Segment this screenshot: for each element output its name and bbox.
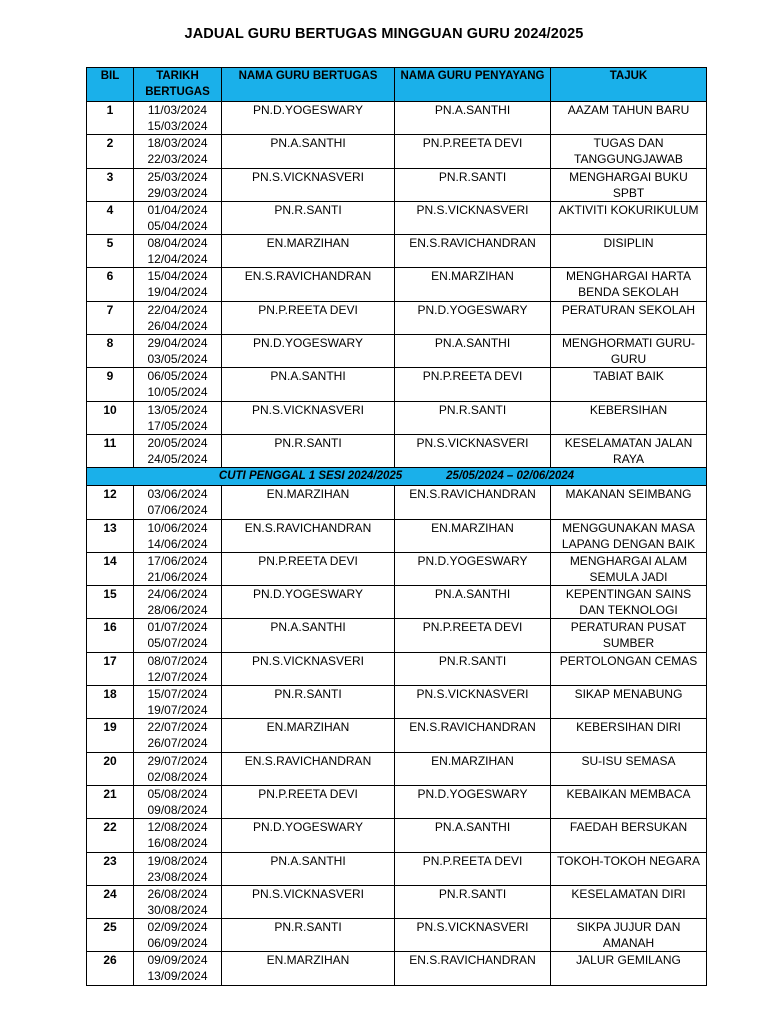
- cell-bil: 15: [87, 586, 134, 619]
- start-date: 25/03/2024: [147, 169, 208, 184]
- cell-guru-bertugas: PN.S.VICKNASVERI: [222, 652, 395, 685]
- cell-tarikh: [134, 486, 222, 519]
- cell-guru-penyayang: PN.R.SANTI: [395, 401, 551, 434]
- table-row: [87, 819, 707, 852]
- cell-bil: 6: [87, 268, 134, 301]
- cell-guru-bertugas: PN.A.SANTHI: [222, 368, 395, 401]
- cell-guru-penyayang: EN.S.RAVICHANDRAN: [395, 235, 551, 268]
- cell-bil: 9: [87, 368, 134, 401]
- cell-guru-penyayang: PN.A.SANTHI: [395, 586, 551, 619]
- cell-guru-penyayang: EN.MARZIHAN: [395, 268, 551, 301]
- end-date: 15/03/2024: [147, 119, 208, 133]
- cell-tajuk: MENGHARGAI ALAM SEMULA JADI: [551, 552, 707, 585]
- end-date: 17/05/2024: [147, 418, 208, 433]
- cell-guru-bertugas: PN.A.SANTHI: [222, 135, 395, 168]
- cell-tarikh: [134, 135, 222, 168]
- cell-tajuk: JALUR GEMILANG: [551, 952, 707, 985]
- start-date: 20/05/2024: [147, 435, 208, 450]
- cell-guru-bertugas: EN.S.RAVICHANDRAN: [222, 519, 395, 552]
- cell-guru-penyayang: PN.P.REETA DEVI: [395, 135, 551, 168]
- holiday-cell: [87, 468, 707, 486]
- table-row: [87, 952, 707, 985]
- start-date: 17/06/2024: [147, 553, 208, 568]
- cell-bil: 21: [87, 785, 134, 818]
- cell-guru-bertugas: PN.D.YOGESWARY: [222, 586, 395, 619]
- cell-bil: 1: [87, 102, 134, 135]
- cell-guru-bertugas: PN.R.SANTI: [222, 434, 395, 467]
- col-header-tarikh: TARIKH BERTUGAS: [134, 68, 222, 102]
- cell-guru-bertugas: PN.S.VICKNASVERI: [222, 401, 395, 434]
- start-date: 08/07/2024: [147, 653, 208, 668]
- table-row: [87, 401, 707, 434]
- end-date: 21/06/2024: [147, 569, 208, 584]
- cell-guru-bertugas: PN.S.VICKNASVERI: [222, 885, 395, 918]
- table-body: [87, 102, 707, 986]
- cell-tajuk: MENGHORMATI GURU-GURU: [551, 335, 707, 368]
- end-date: 23/08/2024: [147, 869, 208, 884]
- end-date: 16/08/2024: [147, 836, 208, 851]
- start-date: 24/06/2024: [147, 587, 208, 602]
- end-date: 06/09/2024: [147, 936, 208, 951]
- cell-guru-penyayang: PN.D.YOGESWARY: [395, 301, 551, 334]
- table-row: [87, 785, 707, 818]
- cell-tarikh: [134, 168, 222, 201]
- cell-guru-bertugas: EN.S.RAVICHANDRAN: [222, 268, 395, 301]
- table-row: [87, 235, 707, 268]
- cell-tarikh: [134, 102, 222, 135]
- cell-guru-penyayang: PN.P.REETA DEVI: [395, 368, 551, 401]
- duty-schedule-table: [86, 67, 707, 986]
- table-row: [87, 552, 707, 585]
- cell-tarikh: [134, 719, 222, 752]
- table-row: [87, 852, 707, 885]
- start-date: 02/09/2024: [147, 920, 208, 935]
- cell-guru-penyayang: PN.A.SANTHI: [395, 102, 551, 135]
- cell-tarikh: [134, 686, 222, 719]
- cell-tajuk: PERTOLONGAN CEMAS: [551, 652, 707, 685]
- holiday-label: CUTI PENGGAL 1 SESI 2024/2025: [218, 470, 403, 483]
- cell-guru-penyayang: EN.MARZIHAN: [395, 752, 551, 785]
- table-row: [87, 434, 707, 467]
- cell-tajuk: SIKAP MENABUNG: [551, 686, 707, 719]
- cell-tajuk: MENGHARGAI BUKU SPBT: [551, 168, 707, 201]
- cell-tarikh: [134, 652, 222, 685]
- cell-tajuk: DISIPLIN: [551, 235, 707, 268]
- cell-tajuk: AAZAM TAHUN BARU: [551, 102, 707, 135]
- end-date: 05/04/2024: [147, 218, 208, 233]
- start-date: 15/04/2024: [147, 269, 208, 284]
- cell-tarikh: [134, 952, 222, 985]
- holiday-row: [87, 468, 707, 486]
- start-date: 06/05/2024: [147, 369, 208, 384]
- cell-tajuk: AKTIVITI KOKURIKULUM: [551, 201, 707, 234]
- cell-guru-bertugas: PN.S.VICKNASVERI: [222, 168, 395, 201]
- cell-bil: 16: [87, 619, 134, 652]
- table-row: [87, 102, 707, 135]
- cell-guru-bertugas: PN.A.SANTHI: [222, 619, 395, 652]
- table-row: [87, 885, 707, 918]
- cell-guru-bertugas: PN.P.REETA DEVI: [222, 552, 395, 585]
- end-date: 19/04/2024: [147, 285, 208, 300]
- cell-bil: 4: [87, 201, 134, 234]
- end-date: 13/09/2024: [147, 969, 208, 984]
- end-date: 09/08/2024: [147, 802, 208, 817]
- cell-tajuk: KEBERSIHAN: [551, 401, 707, 434]
- cell-guru-penyayang: PN.D.YOGESWARY: [395, 785, 551, 818]
- cell-tarikh: [134, 552, 222, 585]
- cell-tarikh: [134, 201, 222, 234]
- cell-bil: 18: [87, 686, 134, 719]
- start-date: 09/09/2024: [147, 953, 208, 968]
- cell-bil: 14: [87, 552, 134, 585]
- table-row: [87, 752, 707, 785]
- cell-tajuk: FAEDAH BERSUKAN: [551, 819, 707, 852]
- cell-tajuk: PERATURAN SEKOLAH: [551, 301, 707, 334]
- start-date: 05/08/2024: [147, 786, 208, 801]
- cell-tarikh: [134, 919, 222, 952]
- cell-guru-bertugas: PN.R.SANTI: [222, 919, 395, 952]
- cell-bil: 26: [87, 952, 134, 985]
- cell-bil: 24: [87, 885, 134, 918]
- cell-guru-penyayang: PN.S.VICKNASVERI: [395, 434, 551, 467]
- table-row: [87, 719, 707, 752]
- holiday-dates: 25/05/2024 – 02/06/2024: [446, 470, 575, 483]
- end-date: 07/06/2024: [147, 503, 208, 518]
- cell-guru-penyayang: EN.S.RAVICHANDRAN: [395, 486, 551, 519]
- end-date: 28/06/2024: [147, 603, 208, 618]
- cell-tajuk: MENGHARGAI HARTA BENDA SEKOLAH: [551, 268, 707, 301]
- cell-tarikh: [134, 434, 222, 467]
- cell-guru-bertugas: PN.D.YOGESWARY: [222, 819, 395, 852]
- cell-guru-bertugas: EN.S.RAVICHANDRAN: [222, 752, 395, 785]
- end-date: 30/08/2024: [147, 902, 208, 917]
- start-date: 22/04/2024: [147, 302, 208, 317]
- table-row: [87, 486, 707, 519]
- end-date: 05/07/2024: [147, 636, 208, 651]
- cell-bil: 3: [87, 168, 134, 201]
- cell-tarikh: [134, 401, 222, 434]
- cell-guru-penyayang: PN.R.SANTI: [395, 168, 551, 201]
- col-header-guru-bertugas: NAMA GURU BERTUGAS: [222, 68, 395, 102]
- table-row: [87, 201, 707, 234]
- end-date: 19/07/2024: [147, 703, 208, 718]
- table-row: [87, 919, 707, 952]
- table-row: [87, 652, 707, 685]
- cell-bil: 19: [87, 719, 134, 752]
- cell-bil: 23: [87, 852, 134, 885]
- start-date: 19/08/2024: [147, 853, 208, 868]
- end-date: 26/07/2024: [147, 736, 208, 751]
- cell-guru-bertugas: PN.D.YOGESWARY: [222, 335, 395, 368]
- cell-tajuk: MAKANAN SEIMBANG: [551, 486, 707, 519]
- cell-tajuk: TABIAT BAIK: [551, 368, 707, 401]
- start-date: 15/07/2024: [147, 687, 208, 702]
- start-date: 22/07/2024: [147, 720, 208, 735]
- start-date: 26/08/2024: [147, 886, 208, 901]
- table-header: [87, 68, 707, 102]
- cell-guru-bertugas: PN.R.SANTI: [222, 686, 395, 719]
- cell-bil: 5: [87, 235, 134, 268]
- start-date: 11/03/2024: [147, 103, 208, 117]
- cell-bil: 25: [87, 919, 134, 952]
- cell-guru-penyayang: PN.S.VICKNASVERI: [395, 919, 551, 952]
- cell-tarikh: [134, 752, 222, 785]
- cell-tarikh: [134, 586, 222, 619]
- table-row: [87, 335, 707, 368]
- cell-tarikh: [134, 852, 222, 885]
- end-date: 12/07/2024: [147, 669, 208, 684]
- end-date: 29/03/2024: [147, 185, 208, 200]
- cell-tajuk: KESELAMATAN DIRI: [551, 885, 707, 918]
- cell-guru-penyayang: PN.S.VICKNASVERI: [395, 201, 551, 234]
- cell-guru-penyayang: EN.MARZIHAN: [395, 519, 551, 552]
- start-date: 13/05/2024: [147, 402, 208, 417]
- cell-guru-penyayang: EN.S.RAVICHANDRAN: [395, 719, 551, 752]
- table-row: [87, 135, 707, 168]
- start-date: 18/03/2024: [147, 136, 208, 151]
- cell-tarikh: [134, 368, 222, 401]
- table-row: [87, 268, 707, 301]
- cell-bil: 7: [87, 301, 134, 334]
- cell-bil: 11: [87, 434, 134, 467]
- cell-tajuk: KEBAIKAN MEMBACA: [551, 785, 707, 818]
- table-row: [87, 619, 707, 652]
- cell-tarikh: [134, 268, 222, 301]
- cell-guru-bertugas: PN.P.REETA DEVI: [222, 785, 395, 818]
- end-date: 10/05/2024: [147, 385, 208, 400]
- end-date: 14/06/2024: [147, 536, 208, 551]
- table-row: [87, 586, 707, 619]
- cell-guru-penyayang: PN.D.YOGESWARY: [395, 552, 551, 585]
- page-title: JADUAL GURU BERTUGAS MINGGUAN GURU 2024/2025: [184, 26, 584, 42]
- cell-guru-bertugas: EN.MARZIHAN: [222, 486, 395, 519]
- cell-tajuk: KEBERSIHAN DIRI: [551, 719, 707, 752]
- cell-guru-bertugas: EN.MARZIHAN: [222, 952, 395, 985]
- cell-tarikh: [134, 335, 222, 368]
- start-date: 01/07/2024: [147, 620, 208, 635]
- cell-guru-bertugas: EN.MARZIHAN: [222, 235, 395, 268]
- cell-guru-bertugas: PN.P.REETA DEVI: [222, 301, 395, 334]
- cell-tajuk: TUGAS DAN TANGGUNGJAWAB: [551, 135, 707, 168]
- cell-tarikh: [134, 619, 222, 652]
- cell-tarikh: [134, 235, 222, 268]
- cell-tajuk: SU-ISU SEMASA: [551, 752, 707, 785]
- cell-bil: 20: [87, 752, 134, 785]
- col-header-tajuk: TAJUK: [551, 68, 707, 102]
- col-header-guru-penyayang: NAMA GURU PENYAYANG: [395, 68, 551, 102]
- end-date: 02/08/2024: [147, 769, 208, 784]
- cell-guru-bertugas: EN.MARZIHAN: [222, 719, 395, 752]
- start-date: 12/08/2024: [147, 820, 208, 835]
- header-row: [87, 68, 707, 102]
- table-row: [87, 301, 707, 334]
- table-row: [87, 519, 707, 552]
- cell-tarikh: [134, 301, 222, 334]
- col-header-bil: BIL: [87, 68, 134, 102]
- start-date: 29/04/2024: [147, 336, 208, 351]
- cell-bil: 2: [87, 135, 134, 168]
- cell-guru-penyayang: PN.A.SANTHI: [395, 335, 551, 368]
- cell-tajuk: MENGGUNAKAN MASA LAPANG DENGAN BAIK: [551, 519, 707, 552]
- cell-tajuk: KESELAMATAN JALAN RAYA: [551, 434, 707, 467]
- end-date: 26/04/2024: [147, 318, 208, 333]
- cell-guru-penyayang: PN.P.REETA DEVI: [395, 619, 551, 652]
- cell-tarikh: [134, 819, 222, 852]
- start-date: 01/04/2024: [147, 202, 208, 217]
- cell-bil: 10: [87, 401, 134, 434]
- cell-guru-bertugas: PN.D.YOGESWARY: [222, 102, 395, 135]
- cell-tajuk: KEPENTINGAN SAINS DAN TEKNOLOGI: [551, 586, 707, 619]
- table-row: [87, 686, 707, 719]
- cell-tajuk: PERATURAN PUSAT SUMBER: [551, 619, 707, 652]
- cell-guru-bertugas: PN.A.SANTHI: [222, 852, 395, 885]
- end-date: 12/04/2024: [147, 252, 208, 267]
- start-date: 29/07/2024: [147, 753, 208, 768]
- cell-bil: 22: [87, 819, 134, 852]
- cell-guru-penyayang: PN.P.REETA DEVI: [395, 852, 551, 885]
- end-date: 24/05/2024: [147, 451, 208, 466]
- cell-guru-bertugas: PN.R.SANTI: [222, 201, 395, 234]
- cell-guru-penyayang: PN.R.SANTI: [395, 885, 551, 918]
- start-date: 10/06/2024: [147, 520, 208, 535]
- cell-tarikh: [134, 885, 222, 918]
- start-date: 08/04/2024: [147, 236, 208, 251]
- cell-bil: 17: [87, 652, 134, 685]
- cell-tajuk: TOKOH-TOKOH NEGARA: [551, 852, 707, 885]
- cell-tajuk: SIKPA JUJUR DAN AMANAH: [551, 919, 707, 952]
- cell-guru-penyayang: EN.S.RAVICHANDRAN: [395, 952, 551, 985]
- cell-tarikh: [134, 785, 222, 818]
- cell-guru-penyayang: PN.A.SANTHI: [395, 819, 551, 852]
- table-row: [87, 168, 707, 201]
- end-date: 22/03/2024: [147, 152, 208, 167]
- cell-bil: 13: [87, 519, 134, 552]
- start-date: 03/06/2024: [147, 487, 208, 502]
- cell-guru-penyayang: PN.S.VICKNASVERI: [395, 686, 551, 719]
- cell-bil: 12: [87, 486, 134, 519]
- cell-tarikh: [134, 519, 222, 552]
- cell-guru-penyayang: PN.R.SANTI: [395, 652, 551, 685]
- end-date: 03/05/2024: [147, 352, 208, 367]
- cell-bil: 8: [87, 335, 134, 368]
- table-row: [87, 368, 707, 401]
